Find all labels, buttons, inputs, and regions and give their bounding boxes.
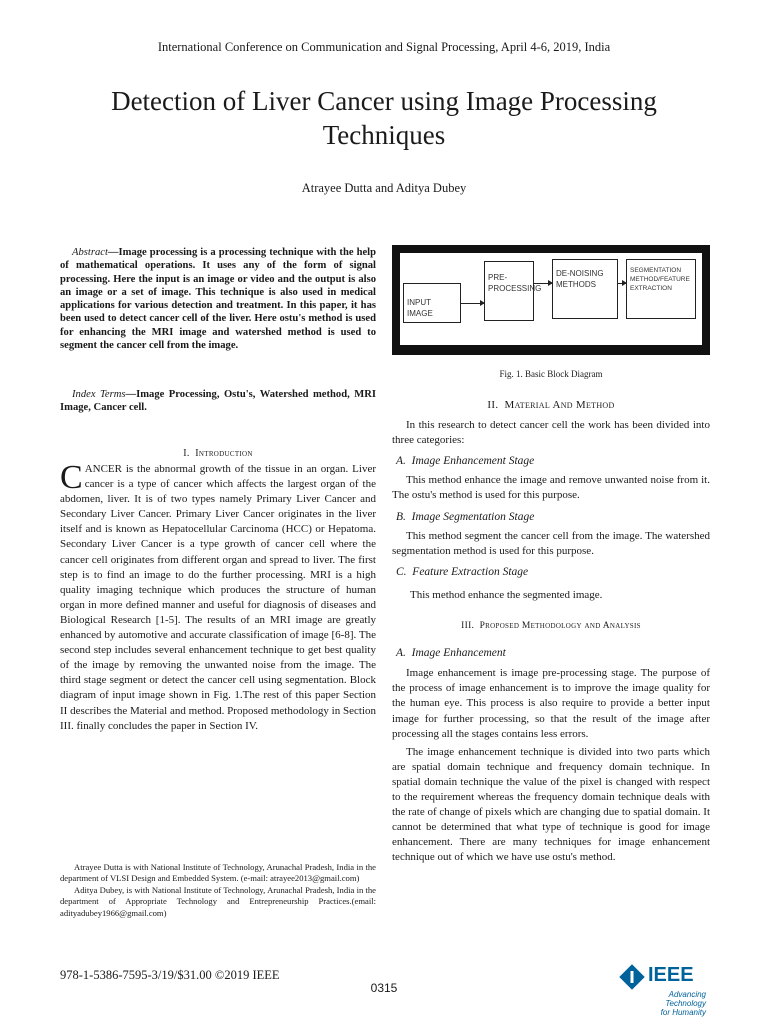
intro-text: is the abnormal growth of the tissue in an organ. Liver cancer is a type of cancer which affects the largest organ of the abdomen, liver. It is of two types namely Primary Liver Cancer and Secondary Liver Cancer. Primary Liver Cancer originates in the liver itself and is known as Hepatocellular Carcinoma (HCC) or Hepatoma. Secondary Liver Cancer is a type growth of cancer cell where the cancer cell originates from different organ and spread to liver. The first step is to find an image to do the further processing. MRI is a high quality imaging technique which produces the structure of human organ in more defined manner and useful for diagnosis of diseases and Biological Research [1-5]. The results of an MRI image are greatly enhanced by automotive and accurate classification of image [6-8]. The second step includes several enhancement technique to get best quality of the image by removing the unwanted noise from the image. The third stage segment or detect the cancer cell using segmentation. Block diagram of input image shown in Fig. 1.The rest of this paper Section II describes the Material and method. Proposed methodology in Section III. finally concludes the paper in Section IV. <box>60 463 376 732</box>
section2c-heading <box>392 565 710 580</box>
conference-header: International Conference on Communication and Signal Processing, April 4-6, 2019, India <box>157 40 611 54</box>
footnote-2: Aditya Dubey, is with National Institute of Technology, Arunachal Pradesh, India in the department of Appropriate Technology and Entrepreneurship Practices.(email: adityadubey1966@gmail.com) <box>60 884 376 918</box>
ieee-tagline <box>648 990 706 1017</box>
index-terms-text: —Image Processing, Ostu's, Watershed method, MRI Image, Cancer cell. <box>60 389 376 414</box>
ieee-logo <box>618 962 728 1017</box>
index-terms <box>60 388 376 415</box>
ieee-diamond-icon <box>618 963 646 991</box>
section2a-heading <box>392 454 710 469</box>
intro-paragraph <box>60 459 376 734</box>
arrow-1 <box>461 303 484 304</box>
section2c-title: Feature Extraction Stage <box>412 565 529 578</box>
intro-dropcap: C <box>60 459 83 496</box>
section2b-label: B. <box>396 510 406 523</box>
abstract-label: Abstract <box>72 247 108 258</box>
block-denoising: DE-NOISING METHODS <box>552 259 618 319</box>
author-footnotes <box>60 862 376 919</box>
section2-heading-text: Material And Method <box>504 399 615 411</box>
paper-authors: Atrayee Dutta and Aditya Dubey <box>301 181 467 195</box>
intro-first-word: ANCER <box>84 463 122 475</box>
section3a-paragraph-1: Image enhancement is image pre-processing stage. The purpose of the process of image enhancement is to improve the image quality for the human eye. This process is also require to provide a better input image for further processing, so that the result of the image after processing all the stages contains less errors. <box>392 667 710 740</box>
paper-title: Detection of Liver Cancer using Image Processing Techniques <box>111 86 657 150</box>
footnote-1: Atrayee Dutta is with National Institute of Technology, Arunachal Pradesh, India in the department of VLSI Design and Embedded System. (e-mail: atrayee2013@gmail.com) <box>60 862 376 884</box>
intro-heading-text: Introduction <box>195 448 253 459</box>
arrow-2 <box>534 283 552 284</box>
block-diagram-canvas <box>400 253 702 345</box>
right-column <box>392 398 710 865</box>
intro-heading-num: I. <box>183 448 190 459</box>
section2b-title: Image Segmentation Stage <box>411 510 535 523</box>
abstract-text: —Image processing is a processing technique with the help of mathematical operations. It uses any of the form of signal processing. Here the input is an image or video and the output is also an image or a set of image. This technique is also used in medical applications for various detection and treatment. In this paper, it has been used to detect cancer cell of the liver. Here ostu's method is used for enhancing the MRI image and watershed method is used to segment the cancer cell from the image. <box>60 247 376 352</box>
block-diagram-figure <box>392 245 710 355</box>
section3a-title: Image Enhancement <box>411 647 506 660</box>
section2c-label: C. <box>396 565 407 578</box>
section3-heading-num: III. <box>461 621 475 632</box>
block-segmentation: SEGMENTATION METHOD/FEATURE EXTRACTION <box>626 259 696 319</box>
isbn-line: 978-1-5386-7595-3/19/$31.00 ©2019 IEEE <box>60 968 280 982</box>
figure-caption: Fig. 1. Basic Block Diagram <box>499 369 603 379</box>
index-terms-label: Index Terms <box>72 389 126 400</box>
block-preprocessing: PRE-PROCESSING <box>484 261 534 321</box>
section2b-heading <box>392 510 710 525</box>
section2a-text: This method enhance the image and remove unwanted noise from it. The ostu's method is used for this purpose. <box>392 474 710 502</box>
page-number: 0315 <box>370 981 398 995</box>
section3a-label: A. <box>396 647 406 660</box>
section2b-text: This method segment the cancer cell from the image. The watershed segmentation method is used for this purpose. <box>392 529 710 557</box>
section3-heading <box>392 619 710 634</box>
section2-heading-num: II. <box>487 399 499 411</box>
abstract <box>60 246 376 352</box>
ieee-tagline-1: Advancing Technology <box>665 990 706 1008</box>
section2c-text: This method enhance the segmented image. <box>410 588 603 601</box>
section2-heading <box>392 398 710 413</box>
section3a-paragraph-2: The image enhancement technique is divided into two parts which are spatial domain technique and frequency domain technique. In spatial domain technique the value of the pixel is changed with respect to the requirement whereas the frequency domain technique deals with the rate of change of pixels which are changing due to spatial domain. It cannot be determined that what type of technique is good for image enhancement. There are many techniques for image enhancement technique out of which we have use ostu's method. <box>392 745 710 864</box>
block-input-image: INPUT IMAGE <box>403 283 461 323</box>
intro-heading <box>60 448 376 459</box>
section2a-label: A. <box>396 455 406 468</box>
section3a-heading <box>392 646 710 661</box>
arrow-3 <box>618 283 626 284</box>
section2-intro: In this research to detect cancer cell the work has been divided into three categories: <box>392 419 710 447</box>
ieee-tagline-2: for Humanity <box>660 1008 706 1017</box>
section2a-title: Image Enhancement Stage <box>411 455 535 468</box>
ieee-wordmark: IEEE <box>648 964 694 986</box>
section3-heading-text: Proposed Methodology and Analysis <box>479 621 641 632</box>
